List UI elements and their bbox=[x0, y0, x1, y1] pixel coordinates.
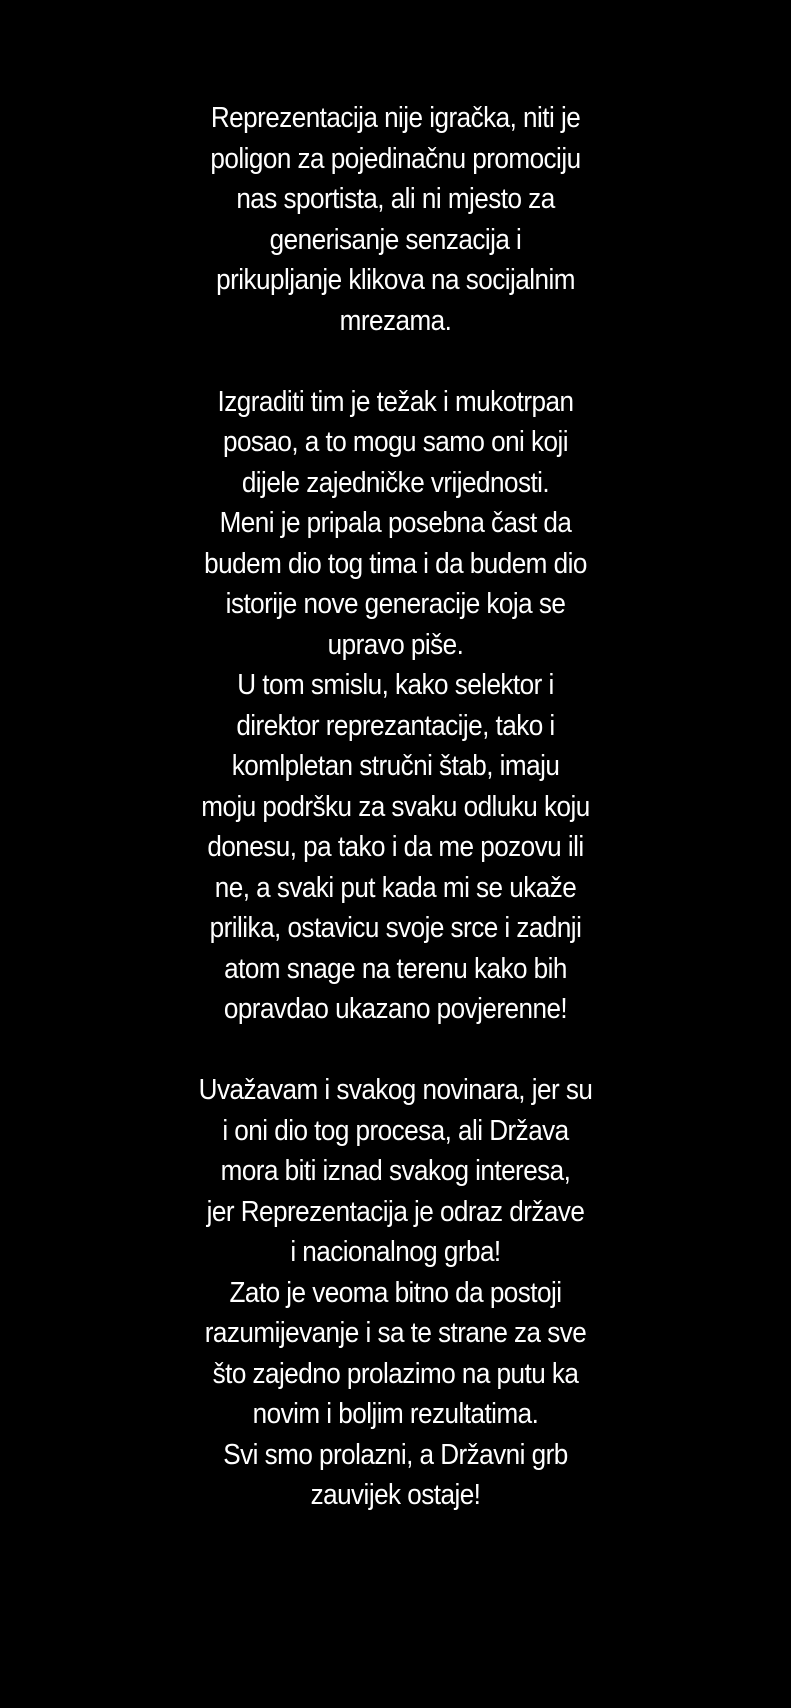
story-line: Reprezentacija nije igračka, niti je bbox=[210, 102, 581, 134]
story-line: generisanje senzacija i bbox=[269, 223, 522, 256]
paragraph-spacer bbox=[40, 1030, 752, 1071]
story-line: Uvažavam i svakog novinara, jer su bbox=[198, 1074, 593, 1106]
story-line: razumijevanje i sa te strane za sve bbox=[204, 1317, 587, 1349]
story-line: Meni je pripala posebna čast da bbox=[219, 507, 572, 539]
story-line: Izgraditi tim je težak i mukotrpan bbox=[217, 385, 574, 418]
story-line: opravdao ukazano povjerenne! bbox=[223, 993, 568, 1025]
story-line: istorije nove generacije koja se bbox=[225, 588, 566, 620]
story-line: direktor reprezantacije, tako i bbox=[236, 709, 555, 742]
story-line: mora biti iznad svakog interesa, bbox=[220, 1155, 571, 1187]
story-line: donesu, pa tako i da me pozovu ili bbox=[207, 831, 584, 863]
story-line: Svi smo prolazni, a Državni grb bbox=[223, 1438, 568, 1471]
story-line: i oni dio tog procesa, ali Država bbox=[222, 1114, 569, 1147]
story-line: prilika, ostavicu svoje srce i zadnji bbox=[209, 912, 582, 944]
story-line: dijele zajedničke vrijednosti. bbox=[241, 466, 550, 499]
story-line: U tom smislu, kako selektor i bbox=[237, 669, 554, 701]
story-line: moju podršku za svaku odluku koju bbox=[201, 790, 590, 823]
story-line: budem dio tog tima i da budem dio bbox=[204, 547, 587, 580]
story-line: zauvijek ostaje! bbox=[310, 1479, 481, 1511]
story-line: jer Reprezentacija je odraz države bbox=[206, 1195, 585, 1228]
story-line: prikupljanje klikova na socijalnim bbox=[216, 264, 575, 296]
story-line: i nacionalnog grba! bbox=[290, 1236, 501, 1268]
story-text-block bbox=[40, 98, 752, 1516]
story-line: Zato je veoma bitno da postoji bbox=[229, 1276, 562, 1309]
story-line: mrezama. bbox=[339, 304, 452, 337]
story-line: atom snage na terenu kako bih bbox=[224, 952, 567, 985]
story-line: ne, a svaki put kada mi se ukaže bbox=[214, 871, 577, 904]
story-line: što zajedno prolazimo na putu ka bbox=[212, 1357, 579, 1390]
story-line: komlpletan stručni štab, imaju bbox=[231, 750, 560, 782]
story-paragraph bbox=[40, 1070, 752, 1516]
story-line: poligon za pojedinačnu promociju bbox=[210, 142, 581, 175]
story-paragraph bbox=[40, 382, 752, 1030]
story-line: nas sportista, ali ni mjesto za bbox=[236, 183, 555, 215]
story-line: novim i boljim rezultatima. bbox=[252, 1398, 539, 1430]
story-line: upravo piše. bbox=[327, 628, 464, 661]
story-line: posao, a to mogu samo oni koji bbox=[222, 426, 569, 458]
paragraph-spacer bbox=[40, 341, 752, 382]
story-paragraph bbox=[40, 98, 752, 341]
